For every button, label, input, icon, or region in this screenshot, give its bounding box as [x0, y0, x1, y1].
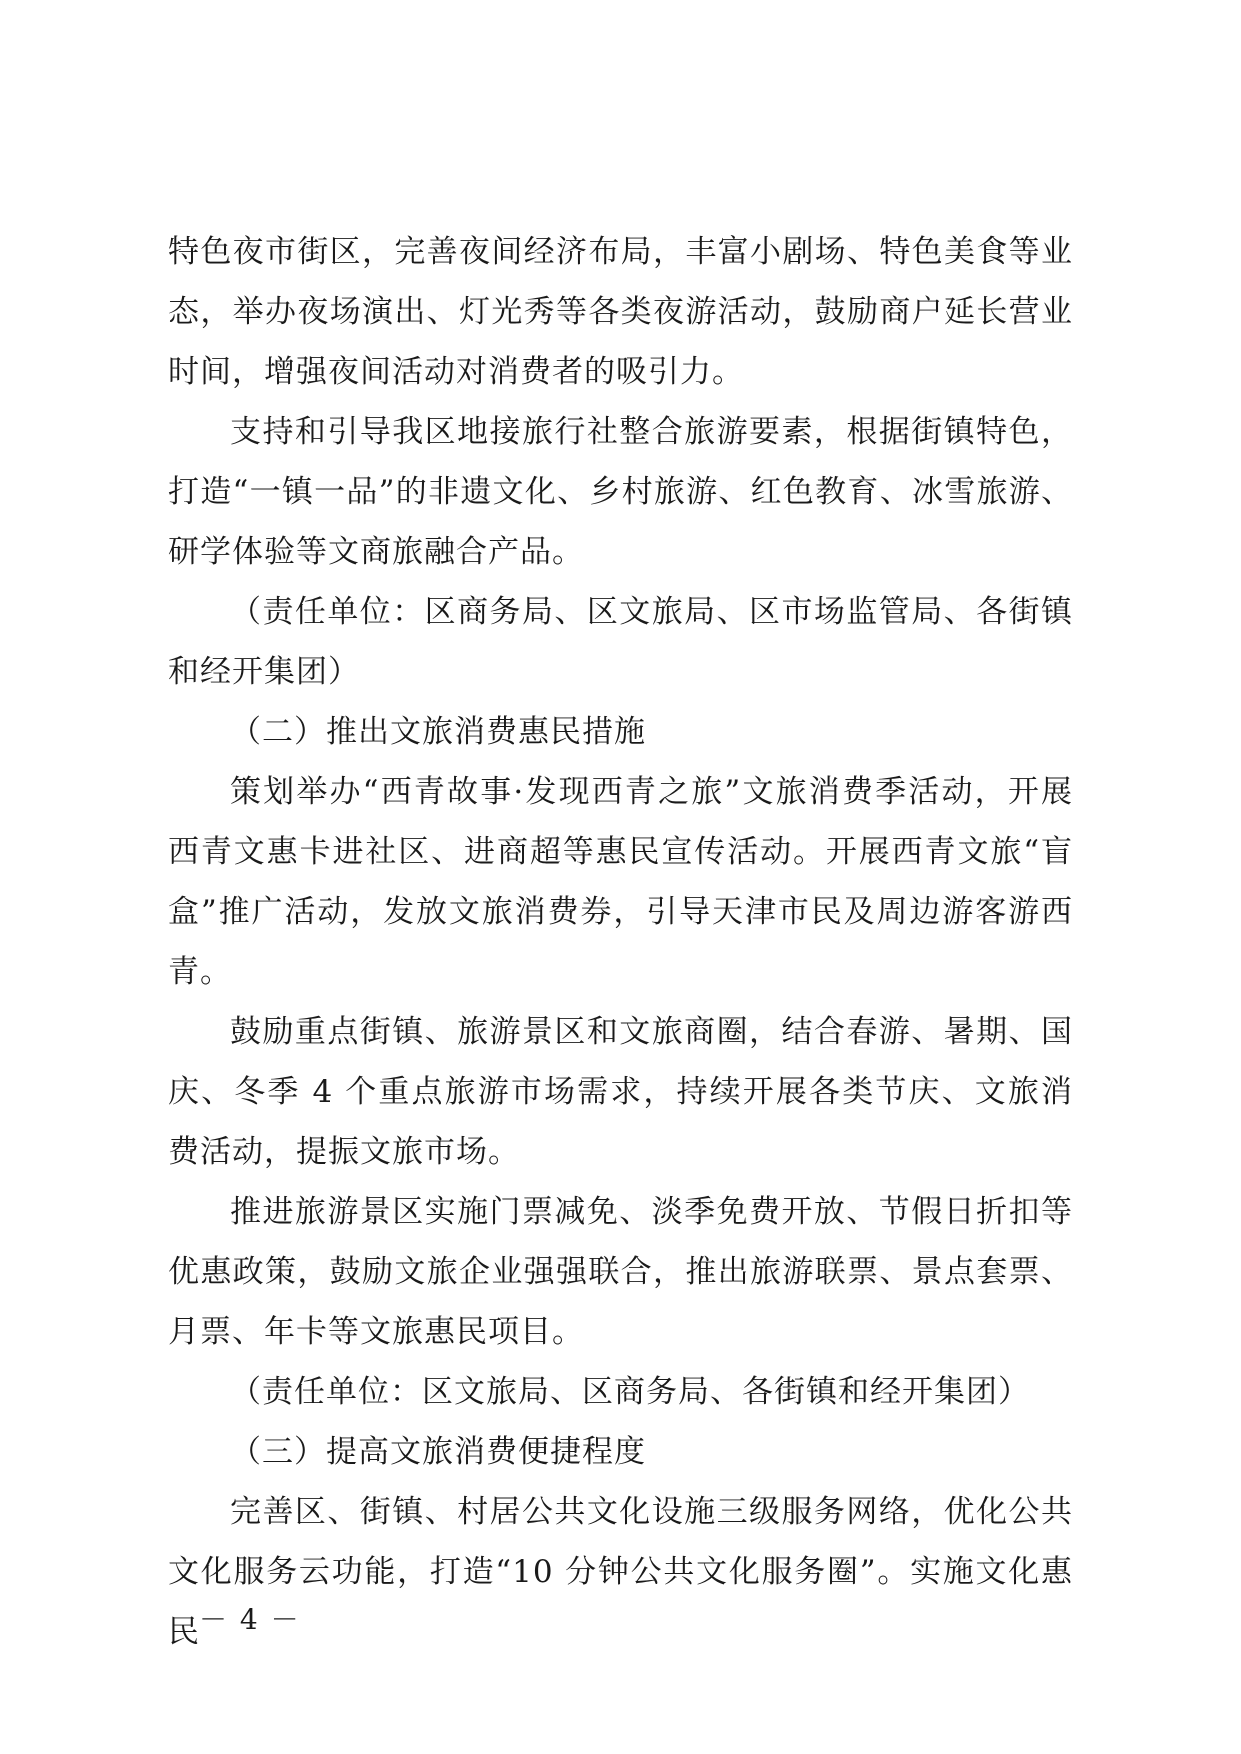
section-heading-3: （三）提高文旅消费便捷程度	[230, 1434, 646, 1470]
paragraph-ticket-discounts: 推进旅游景区实施门票减免、淡季免费开放、节假日折扣等优惠政策，鼓励文旅企业强强联合，推出旅游联票、景点套票、月票、年卡等文旅惠民项目。	[168, 1194, 1073, 1350]
paragraph-consumption-season: 策划举办“西青故事·发现西青之旅”文旅消费季活动，开展西青文惠卡进社区、进商超等惠民宣传活动。开展西青文旅“盲盒”推广活动，发放文旅消费券，引导天津市民及周边游客游西青。	[168, 774, 1073, 990]
body-text	[168, 222, 1073, 1662]
paragraph-night-market: 特色夜市街区，完善夜间经济布局，丰富小剧场、特色美食等业态，举办夜场演出、灯光秀等各类夜游活动，鼓励商户延长营业时间，增强夜间活动对消费者的吸引力。	[168, 234, 1073, 390]
paragraph-key-markets: 鼓励重点街镇、旅游景区和文旅商圈，结合春游、暑期、国庆、冬季 4 个重点旅游市场需求，持续开展各类节庆、文旅消费活动，提振文旅市场。	[168, 1014, 1073, 1170]
paragraph-responsible-units-1: （责任单位：区商务局、区文旅局、区市场监管局、各街镇和经开集团）	[168, 594, 1073, 690]
section-heading-2: （二）推出文旅消费惠民措施	[230, 714, 646, 750]
paragraph-public-culture: 完善区、街镇、村居公共文化设施三级服务网络，优化公共文化服务云功能，打造“10 分钟公共文化服务圈”。实施文化惠民	[168, 1494, 1073, 1650]
page-number: － 4 －	[199, 1603, 301, 1636]
paragraph-responsible-units-2: （责任单位：区文旅局、区商务局、各街镇和经开集团）	[230, 1374, 1030, 1410]
paragraph-travel-agencies: 支持和引导我区地接旅行社整合旅游要素，根据街镇特色，打造“一镇一品”的非遗文化、乡村旅游、红色教育、冰雪旅游、研学体验等文商旅融合产品。	[168, 414, 1073, 570]
